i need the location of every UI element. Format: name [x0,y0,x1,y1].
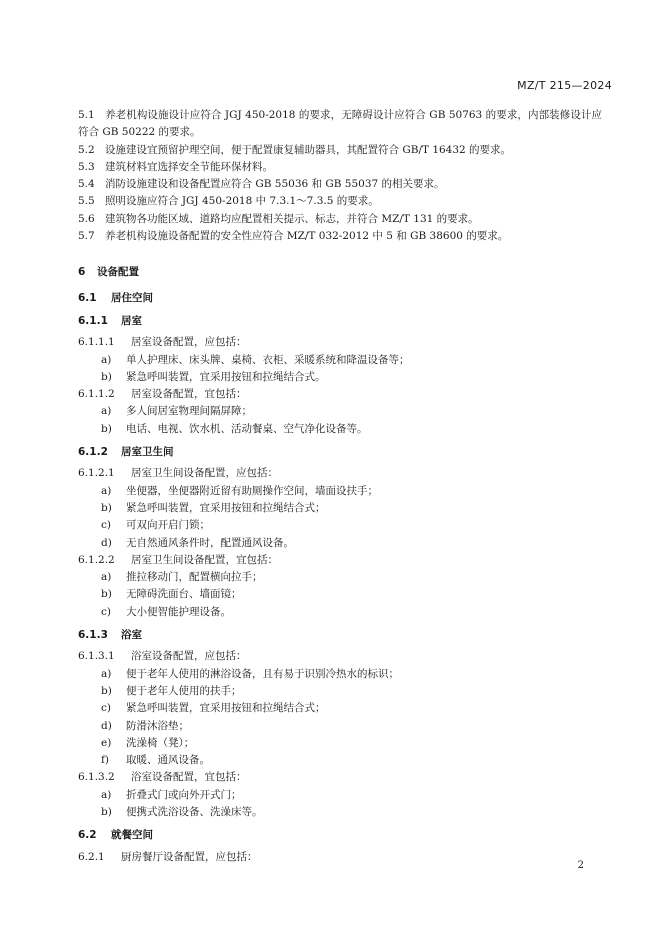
section-heading-6-1-1 [78,313,602,330]
section-number: 6.2 [78,829,97,842]
clause-number: 5.6 [78,212,95,225]
item-text: 紧急呼叫装置，宜采用按钮和拉绳结合式。 [126,370,326,383]
clause-6-2-1 [78,849,602,866]
list-item [78,369,602,386]
section-title: 居室 [121,314,142,327]
section-title: 就餐空间 [111,829,153,842]
clause-number: 5.1 [78,109,95,121]
clause-number: 6.1.2.1 [78,467,115,480]
clause-text: 设施建设宜预留护理空间，便于配置康复辅助器具，其配置符合 GB/T 16432 的要求。 [105,143,512,156]
list-item [78,535,602,552]
clause-number: 6.1.1.2 [78,388,115,401]
item-mark: a) [101,353,112,366]
clause-number: 5.7 [78,230,95,243]
list-item [78,403,602,420]
item-mark: c) [101,702,111,715]
list-item [78,735,602,752]
item-text: 洗澡椅（凳）； [126,736,195,749]
item-text: 推拉移动门，配置横向拉手； [126,571,263,584]
list-item [78,500,602,517]
clause-6-1-2-1 [78,465,602,482]
item-text: 电话、电视、饮水机、活动餐桌、空气净化设备等。 [126,422,368,435]
section-number: 6.1.3 [78,629,108,642]
clause-number: 6.1.3.2 [78,771,115,784]
item-text: 无自然通风条件时，配置通风设备。 [126,536,294,549]
item-mark: b) [101,370,112,383]
item-text: 防滑沐浴垫； [126,719,189,732]
clause-text: 养老机构设施设备配置的安全性应符合 MZ/T 032-2012 中 5 和 GB 38600 的要求。 [105,230,509,243]
list-item [78,666,602,683]
clause-text: 居室卫生间设备配置，应包括： [131,467,278,480]
item-text: 大小便智能护理设备。 [126,605,231,618]
clause-text: 居室卫生间设备配置，宜包括： [131,553,278,566]
clause-text: 养老机构设施设计应符合 JGJ 450-2018 的要求，无障碍设计应符合 GB 50763 的要求，内部装修设计应符合 GB 50222 的要求。 [78,109,602,139]
clause-text: 建筑材料宜选择安全节能环保材料。 [105,160,273,173]
clause-6-1-2-2 [78,552,602,569]
clause-number: 5.4 [78,178,95,191]
list-item [78,700,602,717]
list-item [78,804,602,821]
clause-number: 6.1.2.2 [78,553,115,566]
list-item [78,586,602,603]
clause-text: 厨房餐厅设备配置，应包括： [121,850,258,863]
item-text: 紧急呼叫装置，宜采用按钮和拉绳结合式； [126,501,326,514]
clause-text: 照明设施应符合 JGJ 450-2018 中 7.3.1～7.3.5 的要求。 [105,195,379,208]
clause-text: 浴室设备配置，应包括： [131,650,247,663]
item-text: 便于老年人使用的扶手； [126,684,242,697]
item-mark: a) [101,788,112,801]
clause-text: 消防设施建设和设备配置应符合 GB 55036 和 GB 55037 的相关要求。 [105,178,445,191]
item-mark: b) [101,501,112,514]
item-mark: e) [101,736,112,749]
clause-5-1 [78,107,602,142]
clause-number: 6.2.1 [78,850,105,863]
clause-6-1-1-2 [78,386,602,403]
item-mark: b) [101,588,112,601]
clause-5-2 [78,142,602,159]
item-mark: a) [101,484,112,497]
clause-text: 居室设备配置，应包括： [131,336,247,349]
list-item [78,421,602,438]
item-mark: d) [101,719,112,732]
list-item [78,569,602,586]
item-text: 可双向开启门锁； [126,519,210,532]
item-mark: a) [101,667,112,680]
item-text: 单人护理床、床头牌、桌椅、衣柜、采暖系统和降温设备等； [126,353,410,366]
clause-6-1-1-1 [78,334,602,351]
item-text: 紧急呼叫装置，宜采用按钮和拉绳结合式； [126,702,326,715]
clause-number: 6.1.3.1 [78,650,115,663]
section-title: 居住空间 [111,291,153,304]
item-text: 便携式洗浴设备、洗澡床等。 [126,805,263,818]
clause-number: 6.1.1.1 [78,336,115,349]
clause-number: 5.5 [78,195,95,208]
section-heading-6-1-3 [78,627,602,644]
section-heading-6-2 [78,827,602,844]
section-title: 设备配置 [97,266,139,279]
section-heading-6-1-2 [78,444,602,461]
list-item [78,352,602,369]
standard-code: MZ/T 215—2024 [517,79,612,92]
section-heading-6 [78,264,602,281]
item-mark: f) [101,754,109,767]
list-item [78,787,602,804]
section-number: 6.1 [78,291,97,304]
item-mark: d) [101,536,112,549]
item-mark: c) [101,605,111,618]
item-mark: a) [101,405,112,418]
section-title: 居室卫生间 [121,446,174,459]
clause-5-4 [78,176,602,193]
item-mark: b) [101,805,112,818]
clause-text: 居室设备配置，宜包括： [131,388,247,401]
item-mark: b) [101,422,112,435]
clause-number: 5.2 [78,143,95,156]
clause-6-1-3-1 [78,648,602,665]
list-item [78,718,602,735]
section-heading-6-1 [78,290,602,307]
list-item [78,517,602,534]
document-body [78,107,602,866]
clause-5-5 [78,193,602,210]
item-mark: b) [101,684,112,697]
list-item [78,604,602,621]
clause-5-6 [78,211,602,228]
section-number: 6 [78,266,86,279]
clause-5-3 [78,159,602,176]
list-item [78,683,602,700]
clause-number: 5.3 [78,160,95,173]
clause-text: 浴室设备配置，宜包括： [131,771,247,784]
item-text: 坐便器，坐便器附近留有助厕操作空间，墙面设扶手； [126,484,378,497]
item-text: 无障碍洗面台、墙面镜； [126,588,242,601]
clause-5-7 [78,228,602,245]
item-text: 便于老年人使用的淋浴设备，且有易于识别冷热水的标识； [126,667,399,680]
clause-6-1-3-2 [78,769,602,786]
section-title: 浴室 [121,629,142,642]
item-text: 取暖、通风设备。 [126,754,210,767]
item-mark: c) [101,519,111,532]
list-item [78,752,602,769]
page-number: 2 [577,860,584,871]
item-text: 多人间居室物理间隔屏障； [126,405,252,418]
section-number: 6.1.2 [78,446,108,459]
clause-text: 建筑物各功能区域、道路均应配置相关提示、标志，并符合 MZ/T 131 的要求。 [105,212,479,225]
list-item [78,483,602,500]
item-mark: a) [101,571,112,584]
item-text: 折叠式门或向外开式门； [126,788,242,801]
section-number: 6.1.1 [78,314,108,327]
